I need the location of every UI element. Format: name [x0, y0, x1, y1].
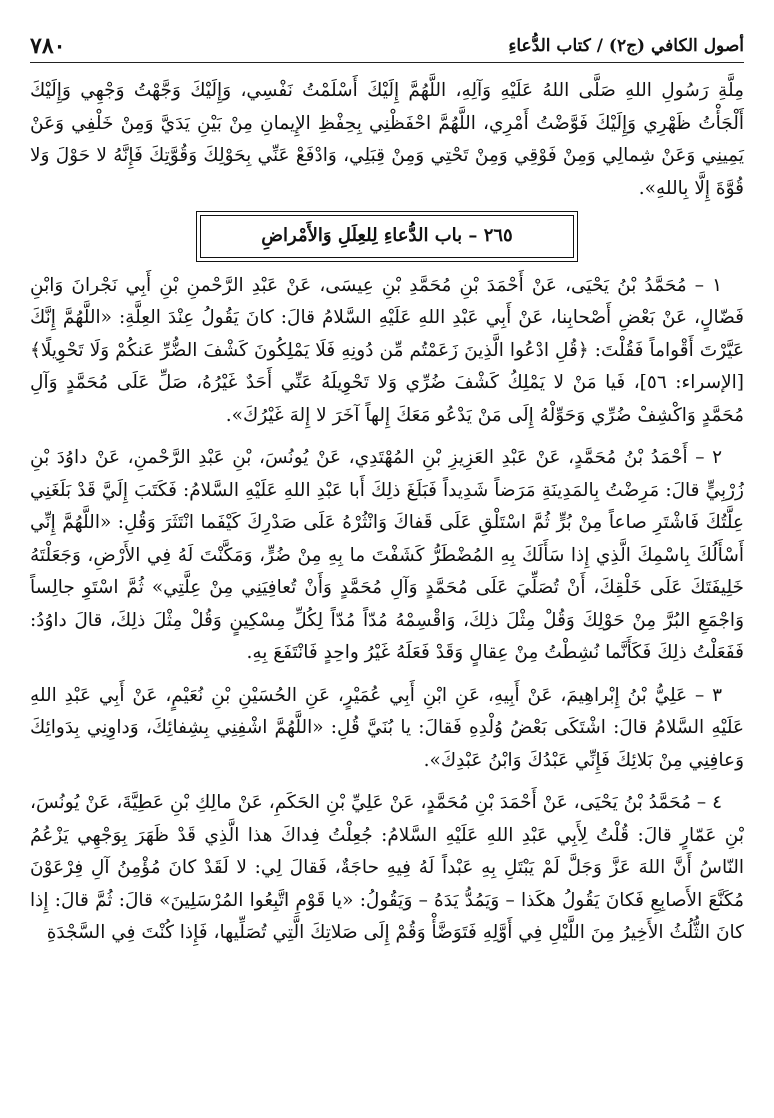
hadith-4: ٤ – مُحَمَّدُ بْنُ يَحْيَى، عَنْ أَحْمَدَ بْنِ مُحَمَّدٍ، عَنْ عَلِيِّ بْنِ الحَكَمِ، عَنْ مالِكِ بْنِ عَطِيَّةَ، عَنْ يُونُسَ، بْنِ عَمّارٍ قالَ: قُلْتُ لِأَبِي عَبْدِ اللهِ عَلَيْهِ السَّلامُ: جُعِلْتُ فِداكَ هذا الَّذِي قَدْ ظَهَرَ بِوَجْهِي يَزْعُمُ النّاسُ أَنَّ اللهَ عَزَّ وَجَلَّ لَمْ يَبْتَلِ بِهِ عَبْداً لَهُ فِيهِ حاجَةٌ، فَقالَ لِي: لا لَقَدْ كانَ مُؤْمِنُ آلِ فِرْعَوْنَ مُكَنَّعَ الأَصابِعِ فَكانَ يَقُولُ هكَذا – وَيَمُدُّ يَدَهُ – وَيَقُولُ: «يا قَوْمِ اتَّبِعُوا المُرْسَلِينَ» قالَ: ثُمَّ قالَ: إِذا كانَ الثُّلُثُ الأَخِيرُ مِنَ اللَّيْلِ فِي أَوَّلِهِ فَتَوَضَّأْ وَقُمْ إِلَى صَلاتِكَ الَّتِي تُصَلِّيها، فَإِذا كُنْتَ فِي السَّجْدَةِ	[30, 792, 744, 943]
page-header	[30, 30, 744, 63]
page-number: ٧٨٠	[30, 33, 66, 59]
paragraph-gap	[30, 777, 744, 787]
chapter-heading-wrap	[30, 215, 744, 258]
body-text	[30, 75, 744, 950]
intro-paragraph: مِلَّةِ رَسُولِ اللهِ صَلَّى اللهُ عَلَيْهِ وَآلِهِ، اللَّهُمَّ إِلَيْكَ أَسْلَمْتُ نَفْسِي، وَإِلَيْكَ وَجَّهْتُ وَجْهِي وَإِلَيْكَ أَلْجَأْتُ ظَهْرِي وَإِلَيْكَ فَوَّضْتُ أَمْرِي، اللَّهُمَّ احْفَظْنِي بِحِفْظِ الإِيمانِ مِنْ بَيْنِ يَدَيَّ وَمِنْ خَلْفِي وَعَنْ يَمِينِي وَعَنْ شِمالِي وَمِنْ فَوْقِي وَمِنْ تَحْتِي وَمِنْ قِبَلِي، وَادْفَعْ عَنِّي بِحَوْلِكَ وَقُوَّتِكَ فَإِنَّهُ لا حَوْلَ وَلا قُوَّةَ إِلَّا بِاللهِ».	[30, 80, 744, 199]
hadith-3: ٣ – عَلِيُّ بْنُ إِبْراهِيمَ، عَنْ أَبِيهِ، عَنِ ابْنِ أَبِي عُمَيْرٍ، عَنِ الحُسَيْنِ بْنِ نُعَيْمٍ، عَنْ أَبِي عَبْدِ اللهِ عَلَيْهِ السَّلامُ قالَ: اشْتَكَى بَعْضُ وُلْدِهِ فَقالَ: يا بُنَيَّ قُلِ: «اللَّهُمَّ اشْفِنِي بِشِفائِكَ، وَداوِنِي بِدَوائِكَ وَعافِنِي مِنْ بَلائِكَ فَإِنِّي عَبْدُكَ وَابْنُ عَبْدِكَ».	[30, 684, 744, 771]
paragraph-gap	[30, 670, 744, 680]
hadith-2: ٢ – أَحْمَدُ بْنُ مُحَمَّدٍ، عَنْ عَبْدِ العَزِيزِ بْنِ المُهْتَدِي، عَنْ يُونُسَ، بْنِ عَبْدِ الرَّحْمنِ، عَنْ داوُدَ بْنِ زُرْبِيٍّ قالَ: مَرِضْتُ بِالمَدِينَةِ مَرَضاً شَدِيداً فَبَلَغَ ذلِكَ أَبا عَبْدِ اللهِ عَلَيْهِ السَّلامُ: فَكَتَبَ إِلَيَّ قَدْ بَلَغَنِي عِلَّتُكَ فَاشْتَرِ صاعاً مِنْ بُرٍّ ثُمَّ اسْتَلْقِ عَلَى قَفاكَ وَانْثُرْهُ عَلَى صَدْرِكَ كَيْفَما انْتَثَرَ وَقُلِ: «اللَّهُمَّ إِنِّي أَسْأَلُكَ بِاسْمِكَ الَّذِي إِذا سَأَلَكَ بِهِ المُضْطَرُّ كَشَفْتَ ما بِهِ مِنْ ضُرٍّ، وَمَكَّنْتَ لَهُ فِي الأَرْضِ، وَجَعَلْتَهُ خَلِيفَتَكَ عَلَى خَلْقِكَ، أَنْ تُصَلِّيَ عَلَى مُحَمَّدٍ وَآلِ مُحَمَّدٍ وَأَنْ تُعافِيَنِي مِنْ عِلَّتِي» ثُمَّ اسْتَوِ جالِساً وَاجْمَعِ البُرَّ مِنْ حَوْلِكَ وَقُلْ مِثْلَ ذلِكَ، وَاقْسِمْهُ مُدّاً مُدّاً لِكُلِّ مِسْكِينٍ وَقُلْ مِثْلَ ذلِكَ، قالَ داوُدُ: فَفَعَلْتُ ذلِكَ فَكَأَنَّما نُشِطْتُ مِنْ عِقالٍ وَقَدْ فَعَلَهُ غَيْرُ واحِدٍ فَانْتَفَعَ بِهِ.	[30, 447, 744, 663]
hadith-1: ١ – مُحَمَّدُ بْنُ يَحْيَى، عَنْ أَحْمَدَ بْنِ مُحَمَّدِ بْنِ عِيسَى، عَنْ عَبْدِ الرَّحْمنِ بْنِ أَبِي نَجْرانَ وَابْنِ فَضّالٍ، عَنْ بَعْضِ أَصْحابِنا، عَنْ أَبِي عَبْدِ اللهِ عَلَيْهِ السَّلامُ قالَ: كانَ يَقُولُ عِنْدَ العِلَّةِ: «اللَّهُمَّ إِنَّكَ عَيَّرْتَ أَقْواماً فَقُلْتَ: ﴿قُلِ ادْعُوا الَّذِينَ زَعَمْتُم مِّن دُونِهِ فَلَا يَمْلِكُونَ كَشْفَ الضُّرِّ عَنكُمْ وَلَا تَحْوِيلًا﴾ [الإسراء: ٥٦]، فَيا مَنْ لا يَمْلِكُ كَشْفَ ضُرِّي وَلا تَحْوِيلَهُ عَنِّي أَحَدٌ غَيْرُهُ، صَلِّ عَلَى مُحَمَّدٍ وَآلِ مُحَمَّدٍ وَاكْشِفْ ضُرِّي وَحَوِّلْهُ إِلَى مَنْ يَدْعُو مَعَكَ إِلهاً آخَرَ لا إِلهَ غَيْرُكَ».	[30, 274, 744, 426]
running-title: أصول الكافي (ج٢) / كتاب الدُّعاءِ	[508, 36, 744, 56]
chapter-heading: ٢٦٥ – باب الدُّعاءِ لِلعِلَلِ وَالأَمْراضِ	[200, 215, 574, 258]
paragraph-gap	[30, 432, 744, 442]
